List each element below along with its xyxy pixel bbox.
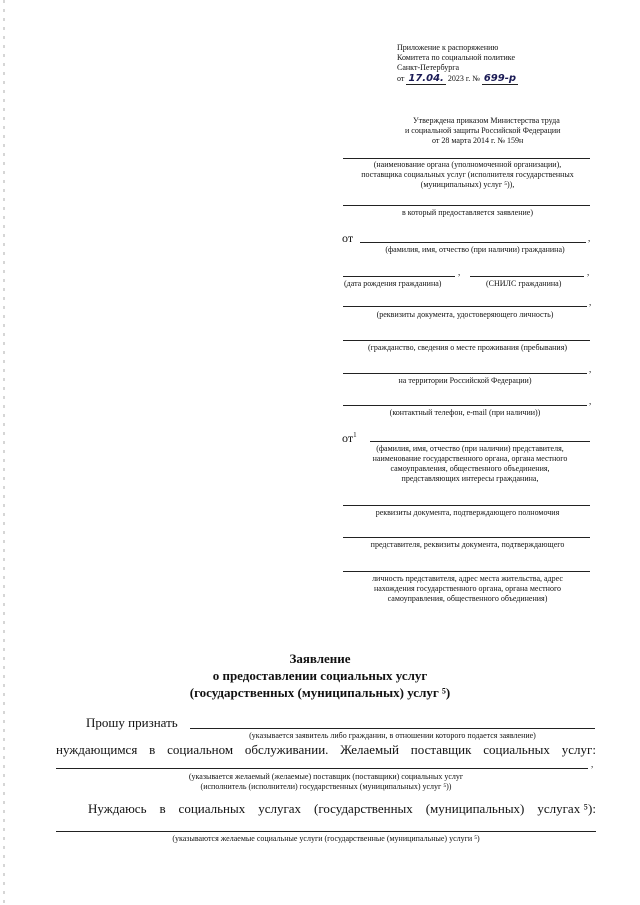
comma: , — [589, 364, 592, 374]
rep-doc-line — [343, 537, 590, 538]
organ-caption-3: (муниципальных) услуг ⁵)), — [420, 180, 515, 189]
from-label-2 — [342, 432, 357, 444]
where-caption: в который предоставляется заявление) — [402, 208, 533, 217]
address-caption-3: самоуправления, общественного объединения) — [387, 594, 548, 603]
provider-line — [56, 768, 588, 769]
word: Желаемый — [340, 742, 399, 757]
powers-line — [343, 505, 590, 506]
rep-caption-2: наименование государственного органа, органа местного — [372, 454, 568, 463]
rep-line — [370, 441, 590, 442]
word: Нуждаюсь — [88, 801, 147, 816]
word: (государственных — [314, 801, 413, 816]
word: (муниципальных) — [425, 801, 525, 816]
doc-line — [343, 306, 587, 307]
organ-caption-2: поставщика социальных услуг (исполнителя государственных — [361, 170, 574, 179]
handwritten-date: 17.04. — [408, 73, 444, 84]
address-caption-1: личность представителя, адрес места жительства, адрес — [372, 574, 563, 583]
title-line-3: (государственных (муниципальных) услуг ⁵) — [189, 685, 451, 700]
word: поставщик — [410, 742, 472, 757]
appendix-from — [397, 74, 518, 84]
appendix-line-2: Комитета по социальной политике — [397, 53, 516, 62]
approved-line-3: от 28 марта 2014 г. № 159н — [432, 136, 524, 145]
word: услугах — [258, 801, 302, 816]
citizenship-caption: (гражданство, сведения о месте проживания (пребывания) — [367, 343, 568, 352]
approved-line-1: Утверждена приказом Министерства труда — [413, 116, 560, 125]
address-line — [343, 571, 590, 572]
ask-hint: (указывается заявитель либо гражданин, в отношении которого подается заявление) — [249, 731, 536, 740]
footnote-mark: 1 — [353, 431, 357, 439]
territory-line — [343, 373, 587, 374]
territory-caption: на территории Российской Федерации) — [398, 376, 532, 385]
comma: , — [589, 396, 592, 406]
comma: , — [458, 267, 461, 277]
from-prefix: от — [397, 74, 405, 83]
phone-caption: (контактный телефон, e-mail (при наличии)) — [389, 408, 541, 417]
where-line — [343, 205, 590, 206]
provider-hint-2: (исполнитель (исполнители) государственных (муниципальных) услуг ⁵)) — [200, 782, 452, 791]
need-line — [88, 802, 596, 815]
birth-caption: (дата рождения гражданина) — [344, 279, 442, 288]
comma: , — [588, 233, 591, 243]
year-text: 2023 г. № — [447, 74, 480, 83]
birth-line — [343, 276, 455, 277]
word: услуг: — [561, 742, 596, 757]
rep-caption-1: (фамилия, имя, отчество (при наличии) представителя, — [376, 444, 564, 453]
word: в — [159, 801, 166, 816]
address-caption-2: нахождения государственного органа, органа местного — [373, 584, 562, 593]
services-hint: (указываются желаемые социальные услуги (государственные (муниципальные) услуги ⁵) — [172, 834, 480, 843]
powers-caption: реквизиты документа, подтверждающего полномочия — [375, 508, 560, 517]
fio-line — [360, 242, 586, 243]
word: услугах ⁵): — [537, 801, 596, 816]
organ-caption-1: (наименование органа (уполномоченной организации), — [373, 160, 562, 169]
approved-line-2: и социальной защиты Российской Федерации — [405, 126, 561, 135]
needy-line — [56, 743, 596, 756]
appendix-line-1: Приложение к распоряжению — [397, 43, 499, 52]
word: обслуживании. — [244, 742, 329, 757]
phone-line — [343, 405, 587, 406]
title-line-1: Заявление — [289, 651, 351, 666]
comma: , — [587, 267, 590, 277]
ask-label: Прошу признать — [86, 715, 178, 730]
fio-caption: (фамилия, имя, отчество (при наличии) гражданина) — [385, 245, 565, 254]
from-label-2-text: от — [342, 431, 354, 445]
provider-hint-1: (указывается желаемый (желаемые) поставщик (поставщики) социальных услуг — [188, 772, 464, 781]
from-label: от — [342, 231, 354, 245]
comma: , — [591, 759, 594, 769]
citizenship-line — [343, 340, 590, 341]
appendix-line-3: Санкт-Петербурга — [397, 63, 460, 72]
handwritten-number: 699-р — [483, 73, 517, 84]
ask-line — [190, 728, 595, 729]
rep-caption-4: представляющих интересы гражданина, — [401, 474, 539, 483]
title-line-2: о предоставлении социальных услуг — [212, 668, 428, 683]
word: социальных — [483, 742, 550, 757]
word: нуждающимся — [56, 742, 138, 757]
organ-line — [343, 158, 590, 159]
word: в — [149, 742, 156, 757]
rep-caption-3: самоуправления, общественного объединения, — [390, 464, 550, 473]
word: социальном — [167, 742, 234, 757]
snils-line — [470, 276, 584, 277]
comma: , — [589, 297, 592, 307]
word: социальных — [178, 801, 246, 816]
scan-edge — [3, 0, 5, 905]
snils-caption: (СНИЛС гражданина) — [486, 279, 562, 288]
services-line — [56, 831, 596, 832]
rep-doc-caption: представителя, реквизиты документа, подтверждающего — [370, 540, 565, 549]
doc-caption: (реквизиты документа, удостоверяющего личность) — [376, 310, 554, 319]
